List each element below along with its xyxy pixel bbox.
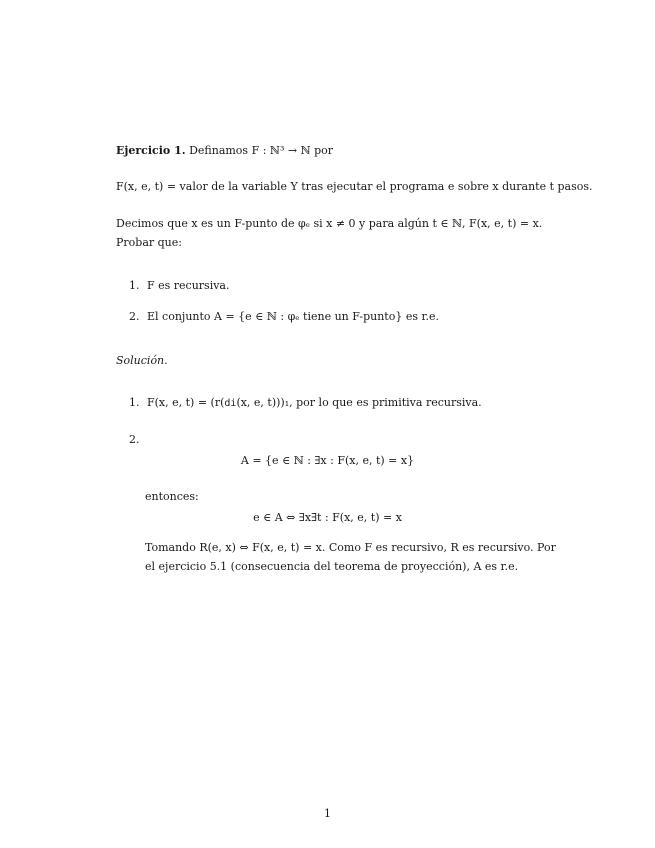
exercise-label: Ejercicio 1. (116, 144, 186, 157)
exercise-punto-line2: Probar que: (116, 236, 182, 249)
solution-label: Solución. (116, 354, 168, 367)
solution-item-2-number: 2. (129, 433, 140, 446)
exercise-definition: F(x, e, t) = valor de la variable Y tras ejecutar el programa e sobre x durante t pasos. (116, 180, 593, 193)
exercise-item-text: El conjunto A = {e ∈ ℕ : φₑ tiene un F-punto} es r.e. (147, 310, 440, 323)
exercise-item-number: 1. (129, 279, 140, 292)
entonces-text: entonces: (145, 490, 199, 503)
exercise-intro: Definamos F : ℕ³ → ℕ por (189, 144, 334, 157)
solution-item1-text-b: (x, e, t)))₁, por lo que es primitiva recursiva. (236, 396, 482, 409)
exercise-item-number: 2. (129, 310, 140, 323)
solution-paragraph-line2: el ejercicio 5.1 (consecuencia del teorema de proyección), A es r.e. (145, 560, 519, 573)
equation-set-a: A = {e ∈ ℕ : ∃x : F(x, e, t) = x} (240, 454, 415, 467)
equation-equivalence: e ∈ A ⇔ ∃x∃t : F(x, e, t) = x (253, 511, 402, 524)
exercise-item-2 (129, 310, 439, 324)
exercise-item-1 (129, 279, 229, 293)
solution-item-number: 1. (129, 396, 140, 409)
solution-paragraph-line1: Tomando R(e, x) ⇔ F(x, e, t) = x. Como F es recursivo, R es recursivo. Por (145, 541, 556, 554)
solution-item1-text-a: F(x, e, t) = (r( (147, 396, 225, 409)
exercise-heading (116, 144, 333, 158)
solution-item-1 (129, 396, 482, 411)
exercise-punto-line1: Decimos que x es un F-punto de φₑ si x ≠ 0 y para algún t ∈ ℕ, F(x, e, t) = x. (116, 217, 543, 230)
exercise-item-text: F es recursiva. (147, 279, 230, 292)
page-number: 1 (324, 807, 331, 820)
solution-item1-code: di (224, 398, 237, 409)
